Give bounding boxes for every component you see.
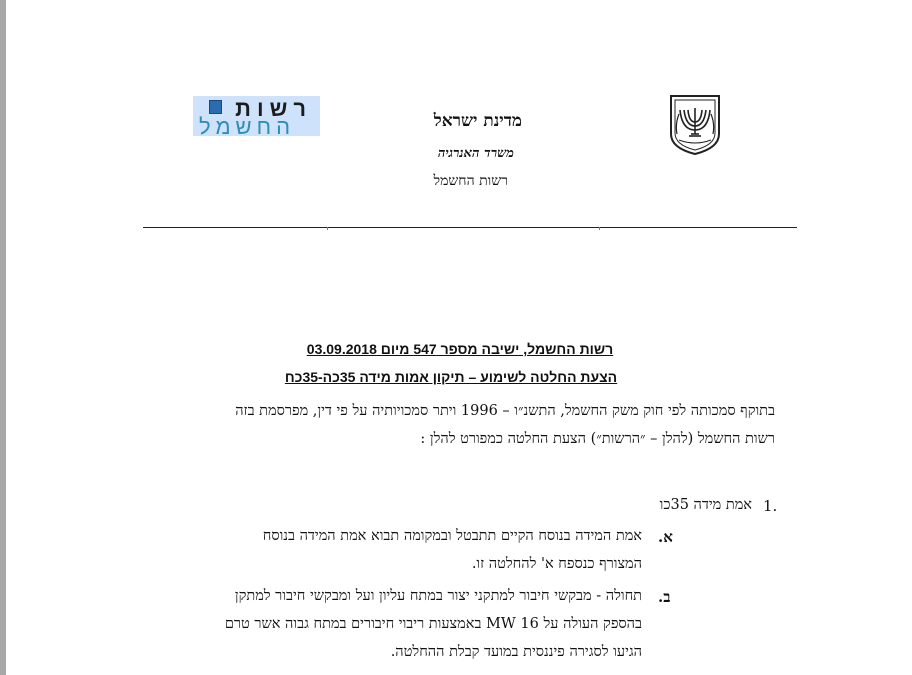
header-divider <box>143 227 797 228</box>
state-emblem-icon <box>667 94 723 156</box>
header-authority: רשות החשמל <box>433 173 508 189</box>
left-page-edge <box>0 0 6 675</box>
item-a-line-2: המצורף כנספח א' להחלטה זו. <box>471 556 642 572</box>
divider-tick <box>327 227 328 230</box>
authority-logo <box>193 96 320 139</box>
logo-line1: רשות <box>235 96 312 121</box>
decision-title: רשות החשמל, ישיבה מספר 547 מיום 03.09.2018 <box>306 341 614 357</box>
divider-tick <box>599 227 600 230</box>
item-b-line-2: בהספק העולה על MW 16 באמצעות ריבוי חיבורים במתח גבוה אשר טרם <box>224 616 642 632</box>
item-b-line-3: הגיעו לסגירה פיננסית במועד קבלת ההחלטה. <box>390 644 642 660</box>
item-a-line-1: אמת המידה בנוסח הקיים תתבטל ובמקומה תבוא אמת המידה בנוסח <box>262 528 642 544</box>
item-b-marker: ב. <box>658 588 671 606</box>
decision-subtitle: הצעת החלטה לשימוע – תיקון אמות מידה 35כה-35כח <box>284 369 618 385</box>
logo-emblem-icon <box>209 100 222 114</box>
intro-line-2: רשות החשמל (להלן – ״הרשות״) הצעת החלטה כמפורט להלן : <box>420 431 775 447</box>
item-b-line-1: תחולה - מבקשי חיבור למתקני יצור במתח עליון ועל ומבקשי חיבור למתקן <box>234 588 642 604</box>
logo-line2: החשמל <box>199 114 296 139</box>
section-number: 1. <box>763 497 778 515</box>
item-a-marker: א. <box>658 528 673 546</box>
intro-line-1: בתוקף סמכותה לפי חוק משק החשמל, התשנ״ו – 1996 ויתר סמכויותיה על פי דין, מפרסמת בזה <box>235 403 775 419</box>
header-title: מדינת ישראל <box>433 111 522 131</box>
header-ministry: משרד האנרגיה <box>437 146 514 161</box>
section-title: אמת מידה 35כו <box>659 497 752 513</box>
